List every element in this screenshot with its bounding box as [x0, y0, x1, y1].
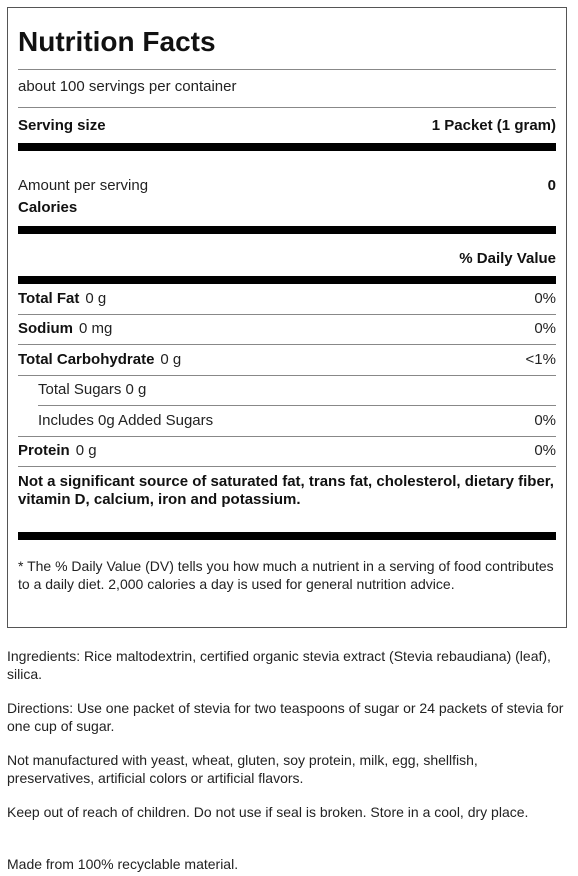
serving-size-label: Serving size: [18, 117, 106, 134]
nutrient-amount: 0 g: [75, 442, 97, 459]
serving-size-row: [18, 117, 556, 135]
amount-per-serving-row: [18, 177, 556, 195]
allergen-statement: Not manufactured with yeast, wheat, gluten, soy protein, milk, egg, shellfish, preservatives, artificial colors or artificial flavors.: [7, 752, 478, 786]
nutrient-row-sodium: [18, 320, 556, 338]
divider: [38, 405, 556, 406]
nutrient-name: Total Fat: [18, 290, 80, 307]
significance-note: Not a significant source of saturated fat, trans fat, cholesterol, dietary fiber, vitamin D, calcium, iron and potassium.: [18, 473, 554, 508]
divider: [18, 314, 556, 315]
nutrient-name: Total Sugars 0 g: [38, 381, 147, 398]
nutrient-name: Total Carbohydrate: [18, 351, 155, 368]
nutrient-amount: 0 g: [85, 290, 107, 307]
nutrient-row-total-fat: [18, 290, 556, 308]
nutrient-dv: <1%: [525, 351, 556, 368]
directions-text: Directions: Use one packet of stevia for two teaspoons of sugar or 24 packets of stevia for one cup of sugar.: [7, 700, 564, 734]
nutrient-dv: 0%: [534, 412, 556, 429]
daily-value-header: % Daily Value: [459, 250, 556, 267]
nutrient-dv: 0%: [534, 320, 556, 337]
divider: [18, 69, 556, 70]
serving-size-value: 1 Packet (1 gram): [431, 117, 556, 134]
nutrient-name: Protein: [18, 442, 70, 459]
storage-warning: Keep out of reach of children. Do not use if seal is broken. Store in a cool, dry place.: [7, 804, 529, 820]
nutrient-name: Sodium: [18, 320, 73, 337]
divider: [18, 375, 556, 376]
nutrition-facts-title: Nutrition Facts: [18, 26, 216, 57]
amount-per-serving-label: Amount per serving: [18, 177, 149, 194]
nutrient-dv: 0%: [534, 442, 556, 459]
thick-divider: [18, 226, 556, 234]
divider: [18, 436, 556, 437]
calories-value: 0: [547, 177, 556, 194]
nutrient-amount: 0 g: [160, 351, 182, 368]
nutrient-amount: 0 mg: [79, 320, 113, 337]
servings-per-container: about 100 servings per container: [18, 78, 237, 95]
thick-divider: [18, 276, 556, 284]
calories-row: [18, 199, 556, 217]
thick-divider: [18, 532, 556, 540]
daily-value-header-row: [18, 250, 556, 268]
divider: [18, 107, 556, 108]
divider: [18, 344, 556, 345]
thick-divider: [18, 143, 556, 151]
nutrient-row-added-sugars: [18, 412, 556, 430]
nutrient-dv: 0%: [534, 290, 556, 307]
nutrient-row-total-sugars: [18, 381, 556, 399]
nutrient-row-protein: [18, 442, 556, 460]
calories-label: Calories: [18, 199, 78, 216]
packaging-note: Made from 100% recyclable material.: [7, 856, 239, 872]
nutrient-name: Includes 0g Added Sugars: [38, 412, 214, 429]
nutrition-facts-panel: [7, 7, 567, 628]
ingredients-text: Ingredients: Rice maltodextrin, certified organic stevia extract (Stevia rebaudiana) (leaf), silica.: [7, 648, 551, 682]
daily-value-footnote: * The % Daily Value (DV) tells you how much a nutrient in a serving of food contributes to a daily diet. 2,000 calories a day is used for general nutrition advice.: [18, 558, 554, 592]
nutrient-row-total-carbohydrate: [18, 351, 556, 369]
divider: [18, 466, 556, 467]
